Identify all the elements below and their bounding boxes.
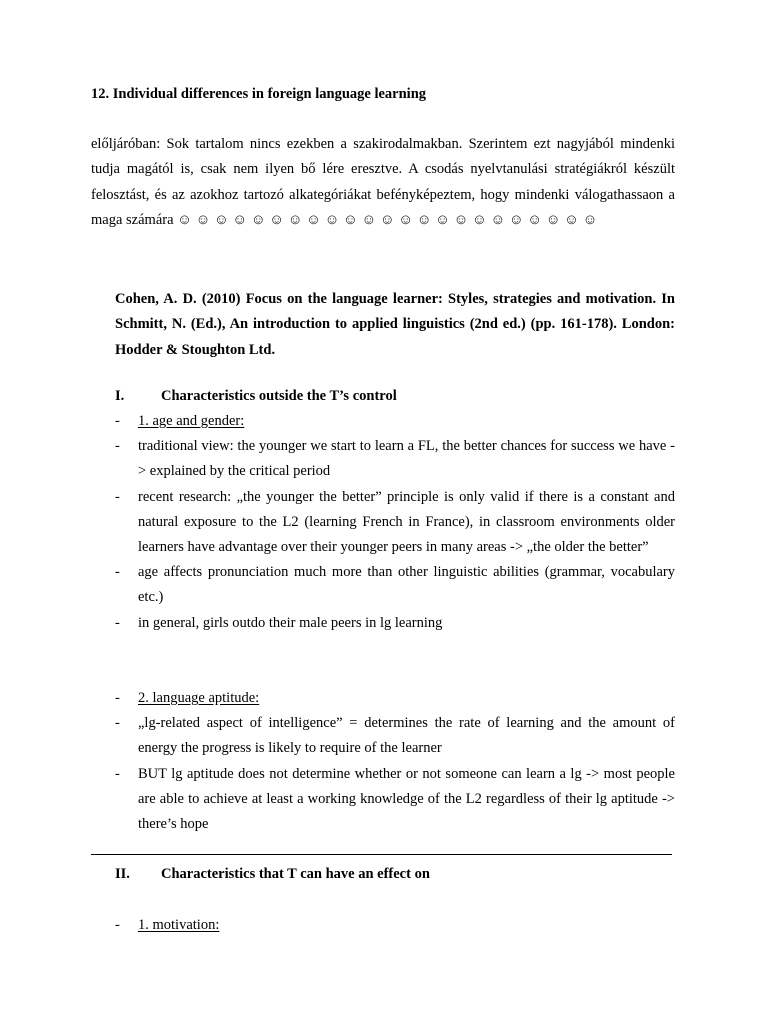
section-1-heading (115, 388, 397, 405)
subheading-age-gender: 1. age and gender: (138, 413, 245, 429)
list-item-text: age affects pronunciation much more than other linguistic abilities (grammar, vocabulary etc.) (138, 564, 675, 606)
dash-marker: - (115, 438, 120, 455)
section-1-title: Characteristics outside the T’s control (161, 388, 397, 404)
motivation-list (115, 913, 675, 938)
reference-citation: Cohen, A. D. (2010) Focus on the language learner: Styles, strategies and motivation. In Schmitt, N. (Ed.), An introduction to applied linguistics (2nd ed.) (pp. 161-178). London: Hodder & Stoughton Ltd. (115, 291, 675, 358)
intro-paragraph: előljáróban: Sok tartalom nincs ezekben a szakirodalmakban. Szerintem ezt nagyjából mindenki tudja magától is, csak nem ilyen bő lére eresztve. A csodás nyelvtanulási stratégiákról készült felosztást, és az azokhoz tartozó alkategóriákat befényképeztem, hogy mindenki válogathassaon a maga számára ☺ ☺ ☺ ☺ ☺ ☺ ☺ ☺ ☺ ☺ ☺ ☺ ☺ ☺ ☺ ☺ ☺ ☺ ☺ ☺ ☺ ☺ ☺ (91, 136, 675, 228)
document-title: 12. Individual differences in foreign language learning (91, 86, 427, 102)
subheading-motivation: 1. motivation: (138, 917, 220, 933)
list-item (115, 913, 675, 938)
horizontal-divider (91, 854, 672, 855)
list-item (115, 686, 675, 711)
list-item (115, 762, 675, 838)
list-item-text: in general, girls outdo their male peers in lg learning (138, 614, 443, 631)
list-item (115, 611, 675, 636)
section-2-title: Characteristics that T can have an effect on (161, 866, 430, 882)
dash-marker: - (115, 765, 120, 782)
list-item-text: „lg-related aspect of intelligence” = determines the rate of learning and the amount of energy the progress is likely to require of the learner (138, 715, 675, 757)
dash-marker: - (115, 690, 120, 706)
dash-marker: - (115, 715, 120, 732)
subheading-language-aptitude: 2. language aptitude: (138, 690, 260, 706)
dash-marker: - (115, 564, 120, 581)
section-1-number: I. (115, 388, 125, 404)
dash-marker: - (115, 614, 120, 631)
list-item (115, 560, 675, 610)
dash-marker: - (115, 413, 120, 429)
dash-marker: - (115, 917, 120, 933)
section-2-heading (115, 866, 430, 883)
list-item-text: traditional view: the younger we start to learn a FL, the better chances for success we have -> explained by the critical period (138, 438, 675, 480)
aptitude-list (115, 686, 675, 837)
list-item-text: BUT lg aptitude does not determine whether or not someone can learn a lg -> most people are able to achieve at least a working knowledge of the L2 regardless of their lg aptitude -> there’s hope (138, 765, 675, 833)
dash-marker: - (115, 488, 120, 505)
list-item-text: recent research: „the younger the better” principle is only valid if there is a constant and natural exposure to the L2 (learning French in France), in classroom environments older learners have advantage over their younger peers in many areas -> „the older the better” (138, 488, 675, 556)
list-item (115, 409, 675, 434)
list-item (115, 485, 675, 561)
age-gender-list (115, 409, 675, 636)
list-item (115, 434, 675, 484)
list-item (115, 711, 675, 761)
section-2-number: II. (115, 866, 130, 882)
